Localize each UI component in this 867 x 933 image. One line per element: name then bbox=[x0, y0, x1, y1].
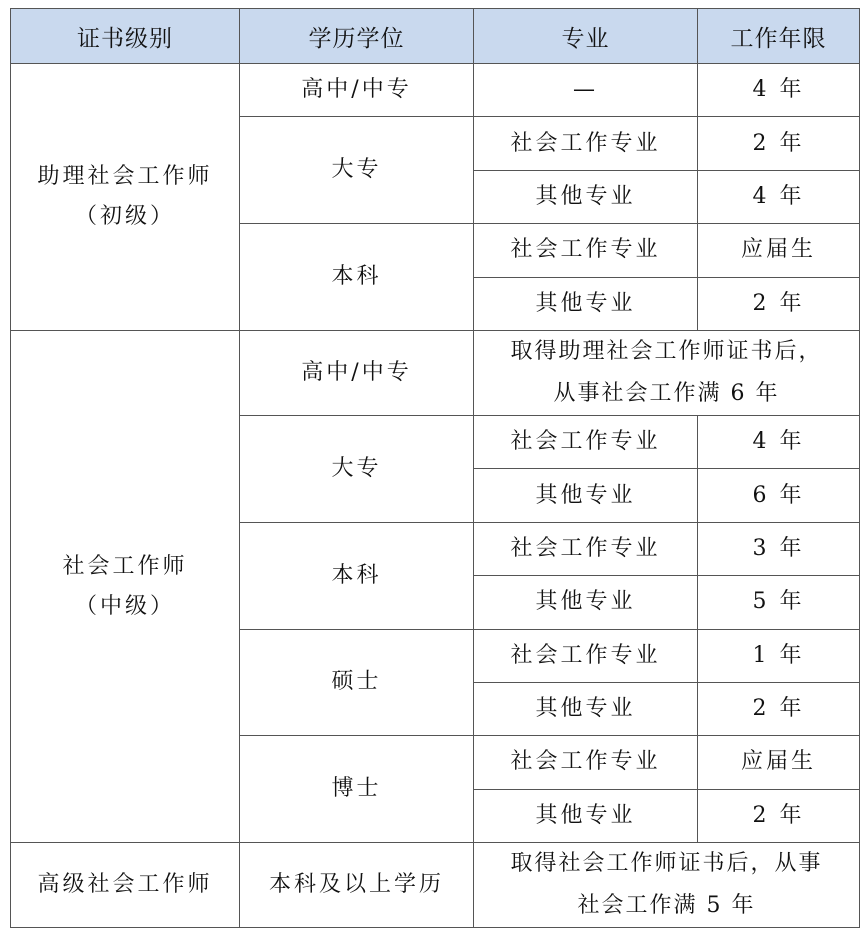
education-cell: 大专 bbox=[240, 415, 474, 522]
header-work-years: 工作年限 bbox=[698, 9, 860, 64]
major-cell: 其他专业 bbox=[474, 277, 698, 330]
education-cell: 本科及以上学历 bbox=[240, 843, 474, 928]
education-cell: 硕士 bbox=[240, 629, 474, 736]
header-cert-level: 证书级别 bbox=[11, 9, 240, 64]
years-cell: 2 年 bbox=[698, 117, 860, 170]
education-cell: 本科 bbox=[240, 522, 474, 629]
cert-level-cell bbox=[11, 843, 240, 928]
major-cell: 社会工作专业 bbox=[474, 117, 698, 170]
major-cell: 社会工作专业 bbox=[474, 522, 698, 575]
major-cell: 其他专业 bbox=[474, 576, 698, 629]
years-cell: 3 年 bbox=[698, 522, 860, 575]
cert-level-grade: （初级） bbox=[74, 203, 175, 229]
education-cell: 高中/中专 bbox=[240, 64, 474, 117]
requirement-note-line: 取得社会工作师证书后，从事 bbox=[510, 851, 823, 877]
requirement-note-line: 社会工作满 5 年 bbox=[577, 893, 756, 919]
header-education: 学历学位 bbox=[240, 9, 474, 64]
education-cell: 博士 bbox=[240, 736, 474, 843]
education-cell: 高中/中专 bbox=[240, 330, 474, 415]
education-cell: 大专 bbox=[240, 117, 474, 224]
header-major: 专业 bbox=[474, 9, 698, 64]
cert-level-name: 助理社会工作师 bbox=[37, 163, 213, 189]
cert-level-cell bbox=[11, 330, 240, 842]
years-cell: 1 年 bbox=[698, 629, 860, 682]
education-cell: 本科 bbox=[240, 224, 474, 331]
major-cell: — bbox=[474, 64, 698, 117]
major-cell: 社会工作专业 bbox=[474, 415, 698, 468]
requirement-note-cell bbox=[474, 843, 860, 928]
requirement-note-line: 从事社会工作满 6 年 bbox=[553, 380, 780, 406]
years-cell: 应届生 bbox=[698, 736, 860, 789]
major-cell: 其他专业 bbox=[474, 469, 698, 522]
major-cell: 社会工作专业 bbox=[474, 629, 698, 682]
years-cell: 2 年 bbox=[698, 277, 860, 330]
cert-level-cell bbox=[11, 64, 240, 331]
header-row bbox=[11, 9, 860, 64]
major-cell: 社会工作专业 bbox=[474, 224, 698, 277]
requirement-note-cell bbox=[474, 330, 860, 415]
years-cell: 5 年 bbox=[698, 576, 860, 629]
cert-level-name: 社会工作师 bbox=[62, 553, 188, 579]
cert-level-name: 高级社会工作师 bbox=[37, 872, 213, 898]
cert-level-grade: （中级） bbox=[74, 593, 175, 619]
table-row bbox=[11, 64, 860, 117]
major-cell: 社会工作专业 bbox=[474, 736, 698, 789]
years-cell: 6 年 bbox=[698, 469, 860, 522]
major-cell: 其他专业 bbox=[474, 682, 698, 735]
years-cell: 2 年 bbox=[698, 789, 860, 842]
qualification-table bbox=[10, 8, 860, 928]
years-cell: 应届生 bbox=[698, 224, 860, 277]
requirement-note-line: 取得助理社会工作师证书后， bbox=[510, 338, 823, 364]
years-cell: 4 年 bbox=[698, 170, 860, 223]
years-cell: 2 年 bbox=[698, 682, 860, 735]
major-cell: 其他专业 bbox=[474, 170, 698, 223]
major-cell: 其他专业 bbox=[474, 789, 698, 842]
years-cell: 4 年 bbox=[698, 64, 860, 117]
years-cell: 4 年 bbox=[698, 415, 860, 468]
